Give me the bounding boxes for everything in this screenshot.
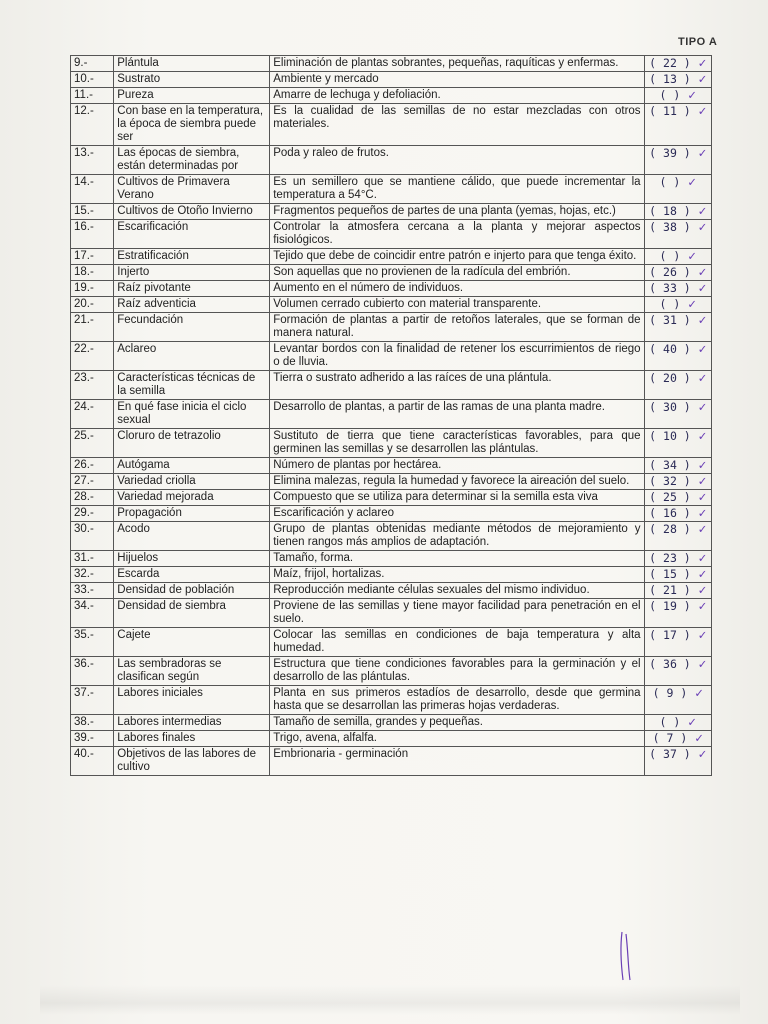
definition-cell: Planta en sus primeros estadíos de desarrollo, desde que germina hasta que se desarrollan las primeras hojas verdaderas. [270, 686, 644, 715]
check-mark-icon: ✓ [690, 599, 707, 614]
table-row [71, 297, 712, 313]
term-cell: Las épocas de siembra, están determinadas por [114, 146, 270, 175]
table-row [71, 599, 712, 628]
table-row [71, 265, 712, 281]
table-row [71, 474, 712, 490]
question-number: 30.- [71, 522, 114, 551]
term-cell: Labores finales [114, 731, 270, 747]
term-cell: En qué fase inicia el ciclo sexual [114, 400, 270, 429]
term-cell: Plántula [114, 56, 270, 72]
question-number: 27.- [71, 474, 114, 490]
term-cell: Acodo [114, 522, 270, 551]
check-mark-icon: ✓ [680, 297, 696, 312]
answer-value: 13 [663, 72, 677, 86]
definition-cell: Tamaño de semilla, grandes y pequeñas. [270, 715, 644, 731]
check-mark-icon: ✓ [690, 474, 707, 489]
term-cell: Cultivos de Otoño Invierno [114, 204, 270, 220]
answer-cell: ( 16 ) ✓ [644, 506, 711, 522]
table-row [71, 506, 712, 522]
term-cell: Cajete [114, 628, 270, 657]
term-cell: Estratificación [114, 249, 270, 265]
question-number: 34.- [71, 599, 114, 628]
question-number: 37.- [71, 686, 114, 715]
definition-cell: Colocar las semillas en condiciones de baja temperatura y alta humedad. [270, 628, 644, 657]
table-row [71, 731, 712, 747]
answer-value: 40 [663, 342, 677, 356]
check-mark-icon: ✓ [690, 146, 707, 161]
answer-cell: ( 33 ) ✓ [644, 281, 711, 297]
answer-cell: ( 7 ) ✓ [644, 731, 711, 747]
term-cell: Hijuelos [114, 551, 270, 567]
answer-value: 32 [663, 474, 677, 488]
question-number: 20.- [71, 297, 114, 313]
question-number: 26.- [71, 458, 114, 474]
answer-cell: ( 32 ) ✓ [644, 474, 711, 490]
check-mark-icon: ✓ [690, 220, 707, 235]
answer-value: 9 [666, 686, 674, 700]
answer-cell: ( 21 ) ✓ [644, 583, 711, 599]
table-row [71, 175, 712, 204]
check-mark-icon: ✓ [690, 522, 707, 537]
check-mark-icon: ✓ [690, 506, 707, 521]
answer-cell: ( 31 ) ✓ [644, 313, 711, 342]
table-row [71, 490, 712, 506]
question-number: 14.- [71, 175, 114, 204]
answer-cell: ( 10 ) ✓ [644, 429, 711, 458]
check-mark-icon: ✓ [690, 342, 707, 357]
table-row [71, 249, 712, 265]
answer-value: 39 [663, 146, 677, 160]
answer-cell: ( 26 ) ✓ [644, 265, 711, 281]
answer-value: 17 [663, 628, 677, 642]
term-cell: Autógama [114, 458, 270, 474]
question-number: 12.- [71, 104, 114, 146]
answer-value: 36 [663, 657, 677, 671]
answer-cell: ( 13 ) ✓ [644, 72, 711, 88]
question-number: 13.- [71, 146, 114, 175]
definition-cell: Proviene de las semillas y tiene mayor facilidad para penetración en el suelo. [270, 599, 644, 628]
definition-cell: Desarrollo de plantas, a partir de las ramas de una planta madre. [270, 400, 644, 429]
answer-cell: ( 11 ) ✓ [644, 104, 711, 146]
question-number: 38.- [71, 715, 114, 731]
answer-cell: ( 17 ) ✓ [644, 628, 711, 657]
definition-cell: Grupo de plantas obtenidas mediante métodos de mejoramiento y tienen rangos más amplios de adaptación. [270, 522, 644, 551]
table-row [71, 88, 712, 104]
definition-cell: Trigo, avena, alfalfa. [270, 731, 644, 747]
table-row [71, 657, 712, 686]
check-mark-icon: ✓ [690, 56, 707, 71]
term-cell: Sustrato [114, 72, 270, 88]
table-row [71, 146, 712, 175]
answer-cell: ( 34 ) ✓ [644, 458, 711, 474]
answer-value: 21 [663, 583, 677, 597]
term-cell: Raíz pivotante [114, 281, 270, 297]
term-cell: Densidad de siembra [114, 599, 270, 628]
question-number: 16.- [71, 220, 114, 249]
table-row [71, 72, 712, 88]
answer-cell: ( 20 ) ✓ [644, 371, 711, 400]
table-row [71, 56, 712, 72]
term-cell: Fecundación [114, 313, 270, 342]
answer-cell: ( 19 ) ✓ [644, 599, 711, 628]
table-row [71, 313, 712, 342]
check-mark-icon: ✓ [690, 429, 707, 444]
term-cell: Variedad criolla [114, 474, 270, 490]
check-mark-icon: ✓ [680, 715, 696, 730]
answer-cell: ( ) ✓ [644, 715, 711, 731]
question-number: 28.- [71, 490, 114, 506]
answer-cell: ( 28 ) ✓ [644, 522, 711, 551]
answer-cell: ( 30 ) ✓ [644, 400, 711, 429]
exam-type-label: TIPO A [678, 36, 718, 48]
term-cell: Labores intermedias [114, 715, 270, 731]
term-cell: Escarificación [114, 220, 270, 249]
definition-cell: Tierra o sustrato adherido a las raíces de una plántula. [270, 371, 644, 400]
check-mark-icon: ✓ [680, 175, 696, 190]
question-number: 24.- [71, 400, 114, 429]
check-mark-icon: ✓ [690, 628, 707, 643]
table-row [71, 281, 712, 297]
table-row [71, 628, 712, 657]
answer-value: 34 [663, 458, 677, 472]
table-row [71, 371, 712, 400]
answer-cell: ( 23 ) ✓ [644, 551, 711, 567]
question-number: 33.- [71, 583, 114, 599]
question-number: 22.- [71, 342, 114, 371]
term-cell: Cloruro de tetrazolio [114, 429, 270, 458]
check-mark-icon: ✓ [690, 400, 707, 415]
answer-value: 20 [663, 371, 677, 385]
term-cell: Pureza [114, 88, 270, 104]
question-number: 9.- [71, 56, 114, 72]
answer-cell: ( 15 ) ✓ [644, 567, 711, 583]
answer-value: 28 [663, 522, 677, 536]
check-mark-icon: ✓ [690, 490, 707, 505]
answer-cell: ( 18 ) ✓ [644, 204, 711, 220]
answer-value: 38 [663, 220, 677, 234]
answer-value: 7 [666, 731, 674, 745]
question-number: 31.- [71, 551, 114, 567]
check-mark-icon: ✓ [690, 265, 707, 280]
answer-cell: ( ) ✓ [644, 297, 711, 313]
question-number: 36.- [71, 657, 114, 686]
table-row [71, 583, 712, 599]
term-cell: Características técnicas de la semilla [114, 371, 270, 400]
question-number: 15.- [71, 204, 114, 220]
definition-cell: Son aquellas que no provienen de la radícula del embrión. [270, 265, 644, 281]
answer-value: 23 [663, 551, 677, 565]
term-cell: Aclareo [114, 342, 270, 371]
term-cell: Injerto [114, 265, 270, 281]
definition-cell: Amarre de lechuga y defoliación. [270, 88, 644, 104]
question-number: 25.- [71, 429, 114, 458]
definition-cell: Número de plantas por hectárea. [270, 458, 644, 474]
check-mark-icon: ✓ [690, 371, 707, 386]
table-row [71, 400, 712, 429]
check-mark-icon: ✓ [680, 249, 696, 264]
definition-cell: Eliminación de plantas sobrantes, pequeñas, raquíticas y enfermas. [270, 56, 644, 72]
table-row [71, 342, 712, 371]
term-cell: Densidad de población [114, 583, 270, 599]
definition-cell: Controlar la atmosfera cercana a la planta y mejorar aspectos fisiológicos. [270, 220, 644, 249]
table-row [71, 204, 712, 220]
definition-cell: Tejido que debe de coincidir entre patrón e injerto para que tenga éxito. [270, 249, 644, 265]
check-mark-icon: ✓ [690, 567, 707, 582]
definition-cell: Poda y raleo de frutos. [270, 146, 644, 175]
answer-cell: ( 22 ) ✓ [644, 56, 711, 72]
answer-value: 37 [663, 747, 677, 761]
term-cell: Raíz adventicia [114, 297, 270, 313]
check-mark-icon: ✓ [687, 731, 703, 746]
definition-cell: Fragmentos pequeños de partes de una planta (yemas, hojas, etc.) [270, 204, 644, 220]
definition-cell: Compuesto que se utiliza para determinar si la semilla esta viva [270, 490, 644, 506]
question-number: 39.- [71, 731, 114, 747]
table-row [71, 522, 712, 551]
check-mark-icon: ✓ [690, 104, 707, 119]
answer-cell: ( ) ✓ [644, 249, 711, 265]
question-number: 17.- [71, 249, 114, 265]
answer-value: 16 [663, 506, 677, 520]
check-mark-icon: ✓ [690, 281, 707, 296]
question-number: 21.- [71, 313, 114, 342]
question-number: 35.- [71, 628, 114, 657]
answer-cell: ( ) ✓ [644, 88, 711, 104]
table-row [71, 429, 712, 458]
check-mark-icon: ✓ [690, 313, 707, 328]
answer-value: 19 [663, 599, 677, 613]
answer-value: 26 [663, 265, 677, 279]
answer-value: 11 [663, 104, 677, 118]
term-cell: Escarda [114, 567, 270, 583]
answer-cell: ( 40 ) ✓ [644, 342, 711, 371]
check-mark-icon: ✓ [690, 551, 707, 566]
definition-cell: Es la cualidad de las semillas de no estar mezcladas con otros materiales. [270, 104, 644, 146]
definition-cell: Maíz, frijol, hortalizas. [270, 567, 644, 583]
check-mark-icon: ✓ [690, 72, 707, 87]
check-mark-icon: ✓ [680, 88, 696, 103]
definition-cell: Volumen cerrado cubierto con material transparente. [270, 297, 644, 313]
answer-cell: ( 9 ) ✓ [644, 686, 711, 715]
question-number: 23.- [71, 371, 114, 400]
question-number: 29.- [71, 506, 114, 522]
answer-cell: ( 36 ) ✓ [644, 657, 711, 686]
answer-cell: ( 38 ) ✓ [644, 220, 711, 249]
term-cell: Variedad mejorada [114, 490, 270, 506]
table-row [71, 104, 712, 146]
table-row [71, 715, 712, 731]
answer-cell: ( 39 ) ✓ [644, 146, 711, 175]
answer-value: 25 [663, 490, 677, 504]
question-number: 10.- [71, 72, 114, 88]
term-cell: Con base en la temperatura, la época de siembra puede ser [114, 104, 270, 146]
answer-cell: ( 25 ) ✓ [644, 490, 711, 506]
check-mark-icon: ✓ [690, 583, 707, 598]
question-number: 18.- [71, 265, 114, 281]
definition-cell: Es un semillero que se mantiene cálido, que puede incrementar la temperatura a 54°C. [270, 175, 644, 204]
check-mark-icon: ✓ [690, 747, 707, 762]
term-cell: Objetivos de las labores de cultivo [114, 747, 270, 776]
term-cell: Propagación [114, 506, 270, 522]
table-row [71, 567, 712, 583]
question-number: 11.- [71, 88, 114, 104]
check-mark-icon: ✓ [690, 204, 707, 219]
definition-cell: Sustituto de tierra que tiene características favorables, para que germinen las semillas y se desarrollen las plántulas. [270, 429, 644, 458]
definition-cell: Levantar bordos con la finalidad de retener los escurrimientos de riego o de lluvia. [270, 342, 644, 371]
answer-value: 10 [663, 429, 677, 443]
table-row [71, 458, 712, 474]
term-cell: Labores iniciales [114, 686, 270, 715]
matching-table [70, 55, 712, 776]
answer-value: 22 [663, 56, 677, 70]
definition-cell: Tamaño, forma. [270, 551, 644, 567]
definition-cell: Aumento en el número de individuos. [270, 281, 644, 297]
question-number: 19.- [71, 281, 114, 297]
answer-value: 18 [663, 204, 677, 218]
check-mark-icon: ✓ [690, 458, 707, 473]
term-cell: Cultivos de Primavera Verano [114, 175, 270, 204]
definition-cell: Formación de plantas a partir de retoños laterales, que se forman de manera natural. [270, 313, 644, 342]
answer-cell: ( ) ✓ [644, 175, 711, 204]
check-mark-icon: ✓ [687, 686, 703, 701]
answer-cell: ( 37 ) ✓ [644, 747, 711, 776]
answer-value: 30 [663, 400, 677, 414]
definition-cell: Embrionaria - germinación [270, 747, 644, 776]
table-row [71, 551, 712, 567]
page-shadow [40, 985, 740, 1015]
definition-cell: Escarificación y aclareo [270, 506, 644, 522]
definition-cell: Reproducción mediante células sexuales del mismo individuo. [270, 583, 644, 599]
check-mark-icon: ✓ [690, 657, 707, 672]
table-row [71, 686, 712, 715]
question-number: 40.- [71, 747, 114, 776]
definition-cell: Ambiente y mercado [270, 72, 644, 88]
question-number: 32.- [71, 567, 114, 583]
table-row [71, 747, 712, 776]
answer-value: 31 [663, 313, 677, 327]
handwritten-mark [616, 930, 636, 982]
table-row [71, 220, 712, 249]
answer-value: 33 [663, 281, 677, 295]
answer-value: 15 [663, 567, 677, 581]
definition-cell: Elimina malezas, regula la humedad y favorece la aireación del suelo. [270, 474, 644, 490]
definition-cell: Estructura que tiene condiciones favorables para la germinación y el desarrollo de las plántulas. [270, 657, 644, 686]
term-cell: Las sembradoras se clasifican según [114, 657, 270, 686]
